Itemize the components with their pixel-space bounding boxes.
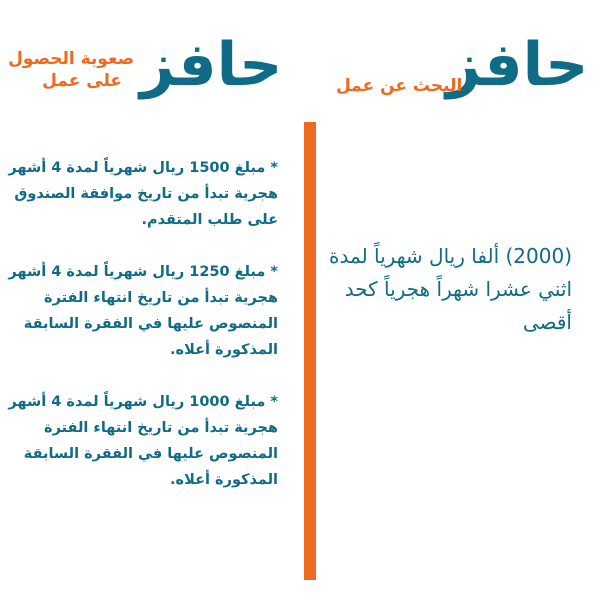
vertical-divider: [304, 122, 316, 580]
benefit-item-2: * مبلغ 1250 ريال شهرياً لمدة 4 أشهر هجرية تبدأ من تاريخ انتهاء الفترة المنصوص عليها في الفقرة السابقة المذكورة أعلاه.: [8, 264, 278, 358]
main-benefit-text: (2000) ألفا ريال شهرياً لمدة اثني عشرا شهراً هجرياً كحد أقصى: [329, 244, 572, 334]
left-tagline-line1: صعوبة الحصول: [8, 49, 134, 69]
benefit-item-3: * مبلغ 1000 ريال شهرياً لمدة 4 أشهر هجرية تبدأ من تاريخ انتهاء الفترة المنصوص عليها في الفقرة السابقة المذكورة أعلاه.: [8, 394, 278, 488]
benefit-list: [8, 155, 278, 519]
benefit-item-1: * مبلغ 1500 ريال شهرياً لمدة 4 أشهر هجرية تبدأ من تاريخ موافقة الصندوق على طلب المتقدم.: [8, 160, 278, 228]
right-tagline: البحث عن عمل: [336, 76, 463, 96]
right-brand-logo: حافز: [446, 30, 589, 100]
left-tagline: [8, 48, 134, 92]
left-brand-logo: حافز: [140, 30, 283, 100]
left-tagline-line2: على عمل: [42, 71, 122, 91]
